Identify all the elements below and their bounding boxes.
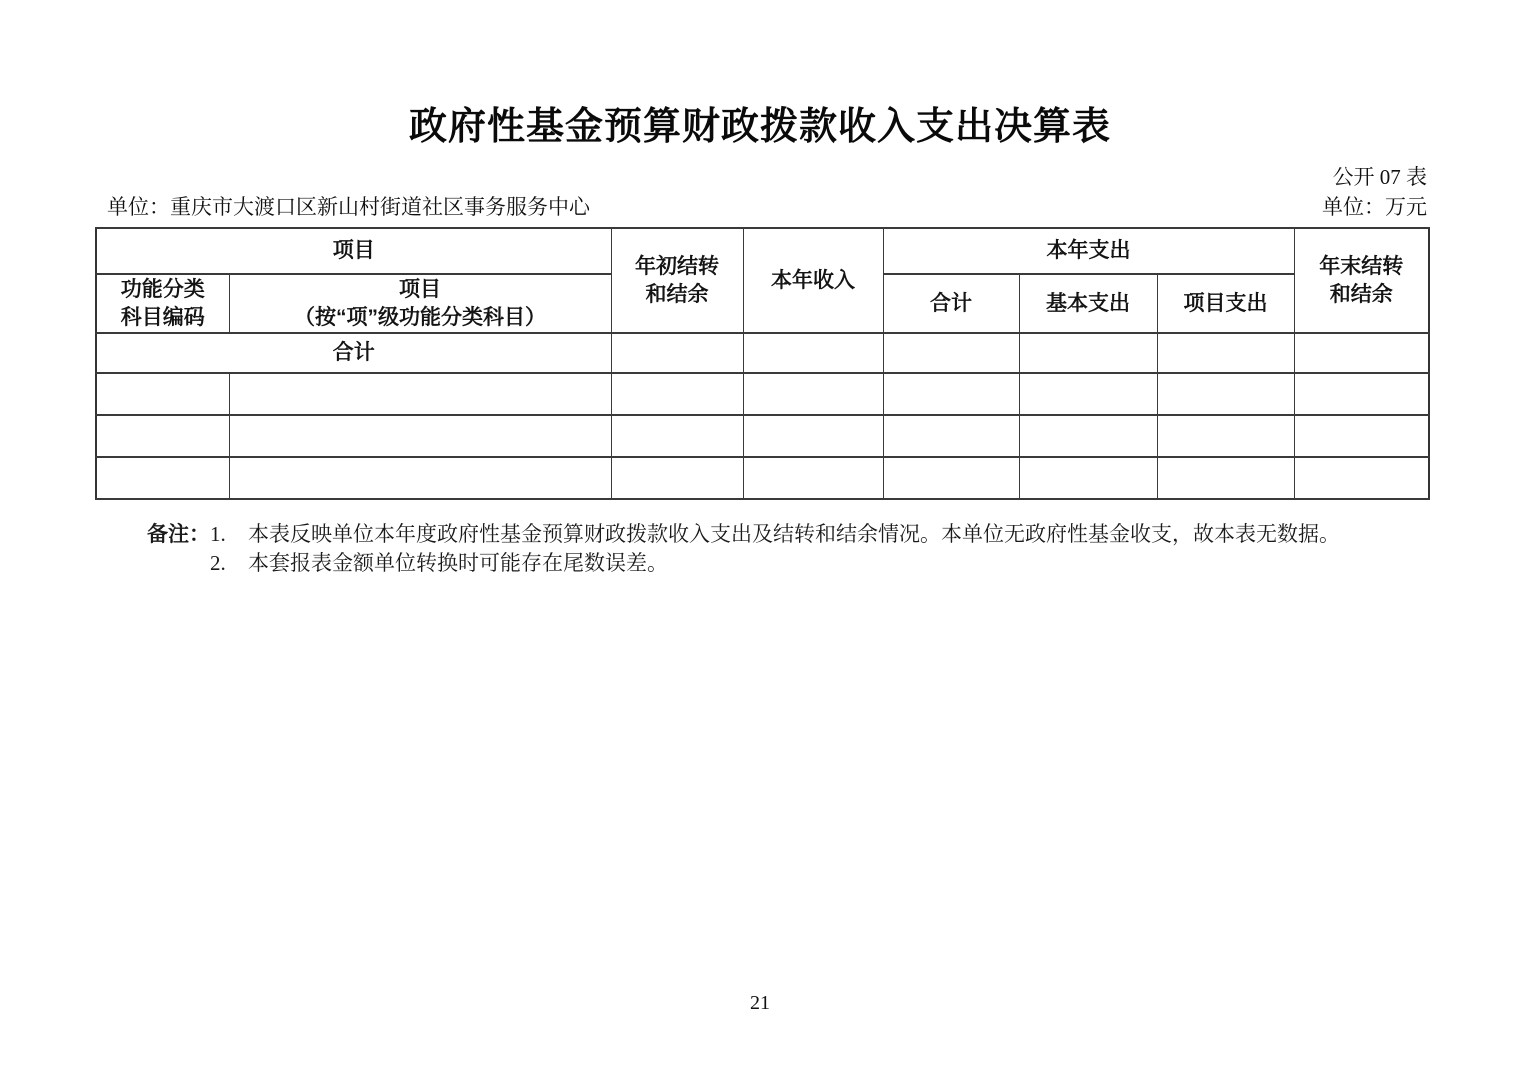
empty-cell xyxy=(96,457,229,499)
header-expense-group: 本年支出 xyxy=(883,228,1294,274)
header-project-detail-line2: （按“项”级功能分类科目） xyxy=(294,305,546,329)
note-text: 本套报表金额单位转换时可能存在尾数误差。 xyxy=(248,551,668,575)
note-number: 2. xyxy=(210,551,226,575)
page-title: 政府性基金预算财政拨款收入支出决算表 xyxy=(408,106,1111,148)
empty-cell xyxy=(611,373,743,415)
empty-cell xyxy=(96,415,229,457)
page-number: 21 xyxy=(750,992,770,1014)
header-expense-total: 合计 xyxy=(883,274,1019,333)
empty-cell xyxy=(1294,373,1429,415)
header-project-group: 项目 xyxy=(96,228,611,274)
fiscal-table xyxy=(95,227,1430,500)
empty-cell xyxy=(1294,333,1429,373)
empty-cell xyxy=(743,333,883,373)
empty-cell xyxy=(1294,457,1429,499)
total-row xyxy=(96,333,1429,373)
table-header-row-1 xyxy=(96,228,1429,274)
table-row xyxy=(96,457,1429,499)
table-row xyxy=(96,373,1429,415)
empty-cell xyxy=(229,373,611,415)
empty-cell xyxy=(1157,457,1294,499)
notes-list xyxy=(210,520,1340,578)
header-closing-balance-line1: 年末结转 xyxy=(1319,254,1404,278)
header-func-code-line2: 科目编码 xyxy=(120,305,205,329)
header-expense-project: 项目支出 xyxy=(1157,274,1294,333)
total-row-label: 合计 xyxy=(96,333,611,373)
notes-label: 备注： xyxy=(147,522,210,546)
empty-cell xyxy=(229,457,611,499)
table-code: 公开 07 表 xyxy=(1332,165,1427,189)
header-opening-balance-line1: 年初结转 xyxy=(635,254,719,278)
notes-section xyxy=(147,520,1427,578)
header-func-code xyxy=(96,274,229,333)
empty-cell xyxy=(611,457,743,499)
empty-cell xyxy=(883,373,1019,415)
unit-row xyxy=(107,193,1427,221)
empty-cell xyxy=(229,415,611,457)
header-opening-balance-line2: 和结余 xyxy=(645,282,709,306)
note-text: 本表反映单位本年度政府性基金预算财政拨款收入支出及结转和结余情况。本单位无政府性基金收支，故本表无数据。 xyxy=(248,522,1340,546)
note-item xyxy=(210,549,1340,578)
empty-cell xyxy=(611,415,743,457)
empty-cell xyxy=(1157,373,1294,415)
empty-cell xyxy=(743,457,883,499)
header-expense-basic: 基本支出 xyxy=(1019,274,1157,333)
header-project-detail xyxy=(229,274,611,333)
empty-cell xyxy=(1019,457,1157,499)
header-closing-balance xyxy=(1294,228,1429,333)
empty-cell xyxy=(743,415,883,457)
empty-cell xyxy=(883,457,1019,499)
empty-cell xyxy=(611,333,743,373)
note-number: 1. xyxy=(210,522,226,546)
empty-cell xyxy=(743,373,883,415)
table-row xyxy=(96,415,1429,457)
note-item xyxy=(210,520,1340,549)
empty-cell xyxy=(1294,415,1429,457)
header-opening-balance xyxy=(611,228,743,333)
empty-cell xyxy=(883,415,1019,457)
currency-unit-label: 单位：万元 xyxy=(1322,195,1427,219)
org-unit-label: 单位：重庆市大渡口区新山村街道社区事务服务中心 xyxy=(107,195,590,219)
header-project-detail-line1: 项目 xyxy=(399,277,441,301)
empty-cell xyxy=(1019,373,1157,415)
empty-cell xyxy=(96,373,229,415)
empty-cell xyxy=(1019,333,1157,373)
header-closing-balance-line2: 和结余 xyxy=(1329,282,1393,306)
empty-cell xyxy=(1019,415,1157,457)
empty-cell xyxy=(1157,415,1294,457)
header-current-income: 本年收入 xyxy=(743,228,883,333)
empty-cell xyxy=(1157,333,1294,373)
header-func-code-line1: 功能分类 xyxy=(120,277,205,301)
empty-cell xyxy=(883,333,1019,373)
